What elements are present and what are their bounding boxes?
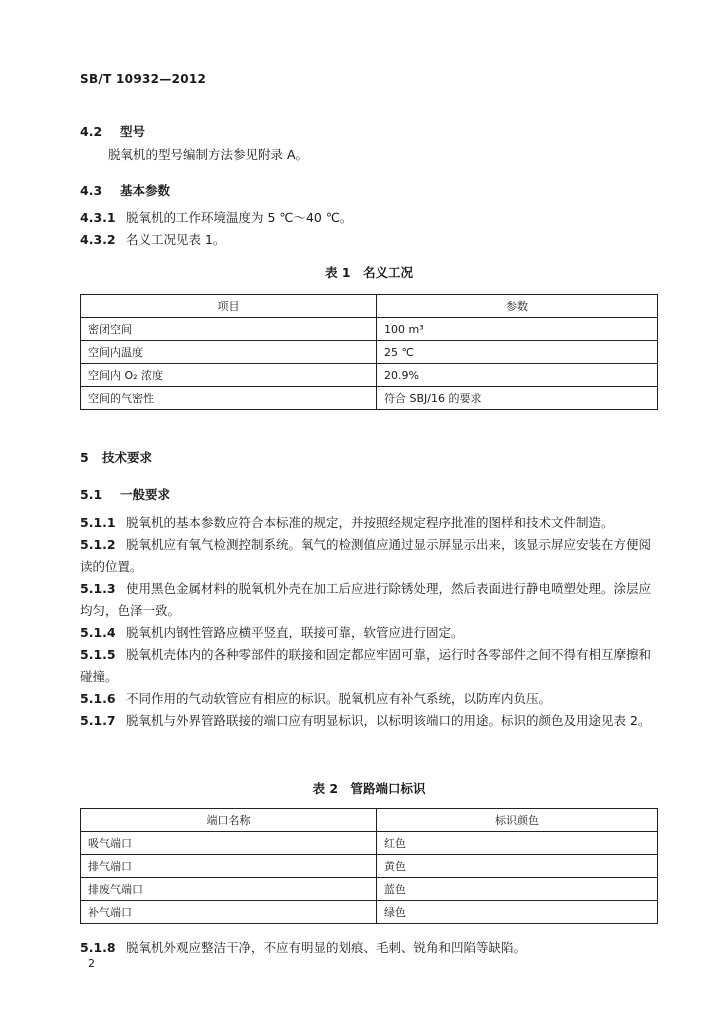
table-cell: 排气端口 — [81, 855, 377, 878]
clause-text: 脱氧机内钢性管路应横平竖直，联接可靠，软管应进行固定。 — [126, 625, 464, 640]
table-cell: 排废气端口 — [81, 878, 377, 901]
table-header-row — [81, 295, 658, 318]
clause-4-3-1 — [80, 207, 658, 229]
clause-text: 使用黑色金属材料的脱氧机外壳在加工后应进行除锈处理，然后表面进行静电喷塑处理。涂层应均匀，色泽一致。 — [80, 581, 652, 618]
section-4-2-text: 脱氧机的型号编制方法参见附录 A。 — [108, 147, 309, 162]
clause-5-1-6 — [80, 688, 658, 710]
table-cell: 空间内 O₂ 浓度 — [81, 364, 377, 387]
table-header-row — [81, 809, 658, 832]
section-4-2-heading — [80, 122, 145, 140]
clause-text: 脱氧机壳体内的各种零部件的联接和固定都应牢固可靠，运行时各零部件之间不得有相互摩擦和碰撞。 — [80, 647, 652, 684]
column-header: 项目 — [81, 295, 377, 318]
section-number: 4.2 — [80, 124, 103, 139]
table-row — [81, 318, 658, 341]
table-row — [81, 901, 658, 924]
table-cell: 20.9% — [377, 364, 658, 387]
table-row — [81, 855, 658, 878]
table-row — [81, 878, 658, 901]
table-row — [81, 364, 658, 387]
column-header: 端口名称 — [81, 809, 377, 832]
clause-text: 不同作用的气动软管应有相应的标识。脱氧机应有补气系统，以防库内负压。 — [126, 691, 552, 706]
table-2-caption: 表 2 管路端口标识 — [312, 781, 426, 796]
section-number: 5 — [80, 450, 89, 465]
clause-number: 5.1.7 — [80, 713, 116, 728]
section-title: 基本参数 — [120, 183, 171, 198]
table-cell: 红色 — [377, 832, 658, 855]
clause-5-1-2 — [80, 534, 658, 578]
clause-text: 脱氧机的工作环境温度为 5 ℃～40 ℃。 — [126, 210, 353, 225]
section-5-heading — [80, 448, 152, 466]
column-header: 标识颜色 — [377, 809, 658, 832]
table-cell: 空间的气密性 — [81, 387, 377, 410]
section-title: 技术要求 — [102, 450, 153, 465]
clause-5-1-8 — [80, 937, 658, 959]
table-cell: 密闭空间 — [81, 318, 377, 341]
section-4-3-heading — [80, 181, 170, 199]
table-cell: 25 ℃ — [377, 341, 658, 364]
section-5-1-heading — [80, 485, 170, 503]
clause-5-1-5 — [80, 644, 658, 688]
clause-text: 脱氧机与外界管路联接的端口应有明显标识，以标明该端口的用途。标识的颜色及用途见表 2。 — [126, 713, 651, 728]
table-cell: 蓝色 — [377, 878, 658, 901]
section-title: 型号 — [120, 124, 146, 139]
section-number: 5.1 — [80, 487, 103, 502]
table-cell: 100 m³ — [377, 318, 658, 341]
clause-text: 名义工况见表 1。 — [126, 232, 226, 247]
clause-text: 脱氧机外观应整洁干净，不应有明显的划痕、毛刺、锐角和凹陷等缺陷。 — [126, 940, 527, 955]
table-row — [81, 341, 658, 364]
clause-5-1-4 — [80, 622, 658, 644]
clause-5-1-1 — [80, 512, 658, 534]
table-cell: 符合 SBJ/16 的要求 — [377, 387, 658, 410]
table-2 — [80, 808, 658, 924]
table-cell: 绿色 — [377, 901, 658, 924]
table-row — [81, 832, 658, 855]
table-1 — [80, 294, 658, 410]
clause-number: 5.1.5 — [80, 647, 116, 662]
clause-number: 5.1.3 — [80, 581, 116, 596]
clause-text: 脱氧机应有氧气检测控制系统。氧气的检测值应通过显示屏显示出来，该显示屏应安装在方便阅读的位置。 — [80, 537, 652, 574]
clause-text: 脱氧机的基本参数应符合本标准的规定，并按照经规定程序批准的图样和技术文件制造。 — [126, 515, 614, 530]
table-cell: 空间内温度 — [81, 341, 377, 364]
page-number: 2 — [88, 957, 95, 970]
section-title: 一般要求 — [120, 487, 171, 502]
column-header: 参数 — [377, 295, 658, 318]
clause-number: 5.1.4 — [80, 625, 116, 640]
table-cell: 补气端口 — [81, 901, 377, 924]
table-cell: 黄色 — [377, 855, 658, 878]
section-number: 4.3 — [80, 183, 103, 198]
clause-number: 5.1.6 — [80, 691, 116, 706]
clause-number: 5.1.2 — [80, 537, 116, 552]
clause-number: 4.3.1 — [80, 210, 116, 225]
table-cell: 吸气端口 — [81, 832, 377, 855]
table-1-caption: 表 1 名义工况 — [324, 265, 414, 280]
clause-4-3-2 — [80, 229, 658, 251]
table-row — [81, 387, 658, 410]
clause-5-1-3 — [80, 578, 658, 622]
clause-number: 5.1.1 — [80, 515, 116, 530]
clause-number: 5.1.8 — [80, 940, 116, 955]
clause-number: 4.3.2 — [80, 232, 116, 247]
document-code: SB/T 10932—2012 — [80, 72, 207, 86]
clause-5-1-7 — [80, 710, 658, 732]
